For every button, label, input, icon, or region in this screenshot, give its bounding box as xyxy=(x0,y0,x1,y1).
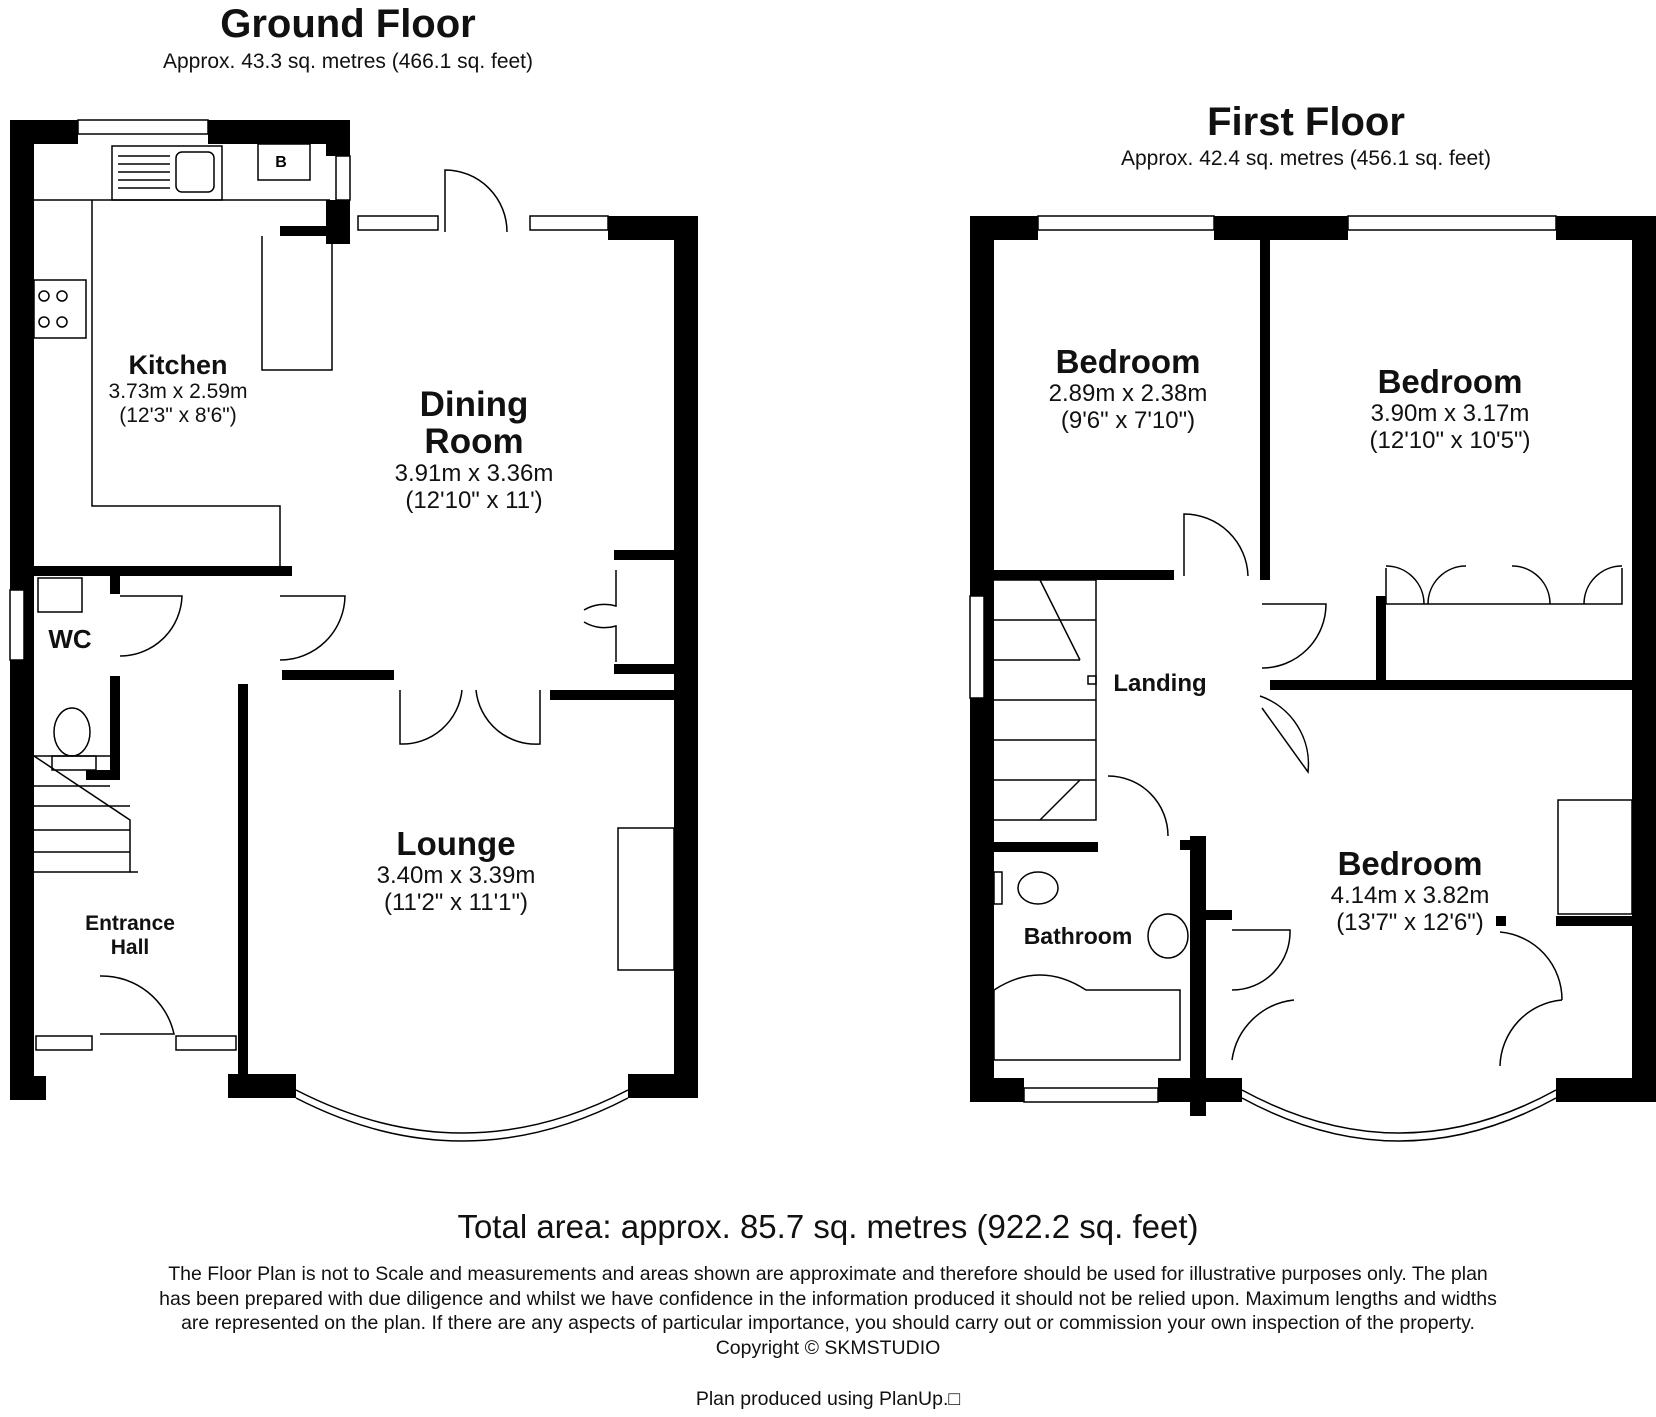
room-imperial: (9'6" x 7'10") xyxy=(1060,407,1196,434)
first-floor-doors xyxy=(1108,514,1622,1066)
room-name: Landing xyxy=(1113,670,1207,697)
room-imperial: (12'10" x 11') xyxy=(405,487,543,514)
bathroom-window xyxy=(1024,1088,1158,1102)
room-dining xyxy=(354,386,594,514)
disclaimer-text: The Floor Plan is not to Scale and measurements and areas shown are approximate and therefore should be used for illustrative purposes only. The plan has been prepared with due diligence and whilst we have confidence in the information produced it should not be relied upon. Maximum lengths and widths are represented on the plan. If there are any aspects of particular importance, you should carry out or commission your own inspection of the property. Copyright © SKMSTUDIO xyxy=(159,1263,1497,1359)
room-name: Lounge xyxy=(396,825,516,862)
dining-window-right xyxy=(530,216,608,230)
room-metric: 3.91m x 3.36m xyxy=(394,460,554,487)
room-name: Bedroom xyxy=(1377,363,1523,400)
room-name: Bedroom xyxy=(1055,343,1201,380)
bedroom-bay-window xyxy=(1242,1090,1556,1141)
first-floor-stairs xyxy=(994,580,1096,820)
total-area: Total area: approx. 85.7 sq. metres (922.2 sq. feet) xyxy=(457,1208,1199,1245)
room-name: Bathroom xyxy=(1023,923,1133,949)
ground-floor-title: Ground Floor xyxy=(220,2,476,46)
room-imperial: (12'3" x 8'6") xyxy=(119,404,237,427)
room-bedroom-3 xyxy=(1290,846,1530,936)
room-bedroom-2 xyxy=(1330,364,1570,454)
room-bathroom xyxy=(1008,922,1148,950)
wc-window xyxy=(10,590,24,660)
room-metric: 3.40m x 3.39m xyxy=(376,862,536,889)
hall-window-left xyxy=(36,1036,92,1050)
room-entrance-hall xyxy=(60,912,200,960)
ground-floor-area: Approx. 43.3 sq. metres (466.1 sq. feet) xyxy=(162,50,534,73)
room-metric: 4.14m x 3.82m xyxy=(1330,882,1490,909)
plan-credit: Plan produced using PlanUp.□ xyxy=(695,1388,961,1410)
room-name: Entrance Hall xyxy=(85,912,175,959)
room-bedroom-1 xyxy=(1016,344,1240,434)
bedroom1-window xyxy=(1038,216,1214,230)
room-kitchen xyxy=(88,350,268,428)
landing-window xyxy=(970,596,984,698)
room-imperial: (11'2" x 11'1") xyxy=(383,889,529,916)
room-metric: 2.89m x 2.38m xyxy=(1048,380,1208,407)
room-landing xyxy=(1100,670,1220,698)
first-floor-area: Approx. 42.4 sq. metres (456.1 sq. feet) xyxy=(1120,147,1492,170)
first-floor-title: First Floor xyxy=(1207,100,1405,144)
bedroom2-window xyxy=(1348,216,1556,230)
room-metric: 3.90m x 3.17m xyxy=(1370,400,1530,427)
wc-fixtures xyxy=(34,578,120,770)
room-wc xyxy=(30,624,110,654)
hall-window-right xyxy=(176,1036,236,1050)
room-lounge xyxy=(336,826,576,916)
room-name: Bedroom xyxy=(1337,845,1483,882)
kitchen-window xyxy=(78,120,208,134)
kitchen-side-window xyxy=(336,156,350,200)
room-name: WC xyxy=(48,624,92,654)
room-name: Kitchen xyxy=(128,350,228,380)
room-name: Dining Room xyxy=(419,385,529,461)
dining-window-left xyxy=(358,216,438,230)
room-imperial: (13'7" x 12'6") xyxy=(1336,909,1484,936)
room-metric: 3.73m x 2.59m xyxy=(108,380,248,403)
room-imperial: (12'10" x 10'5") xyxy=(1369,427,1531,454)
boiler-label: B xyxy=(275,154,287,171)
